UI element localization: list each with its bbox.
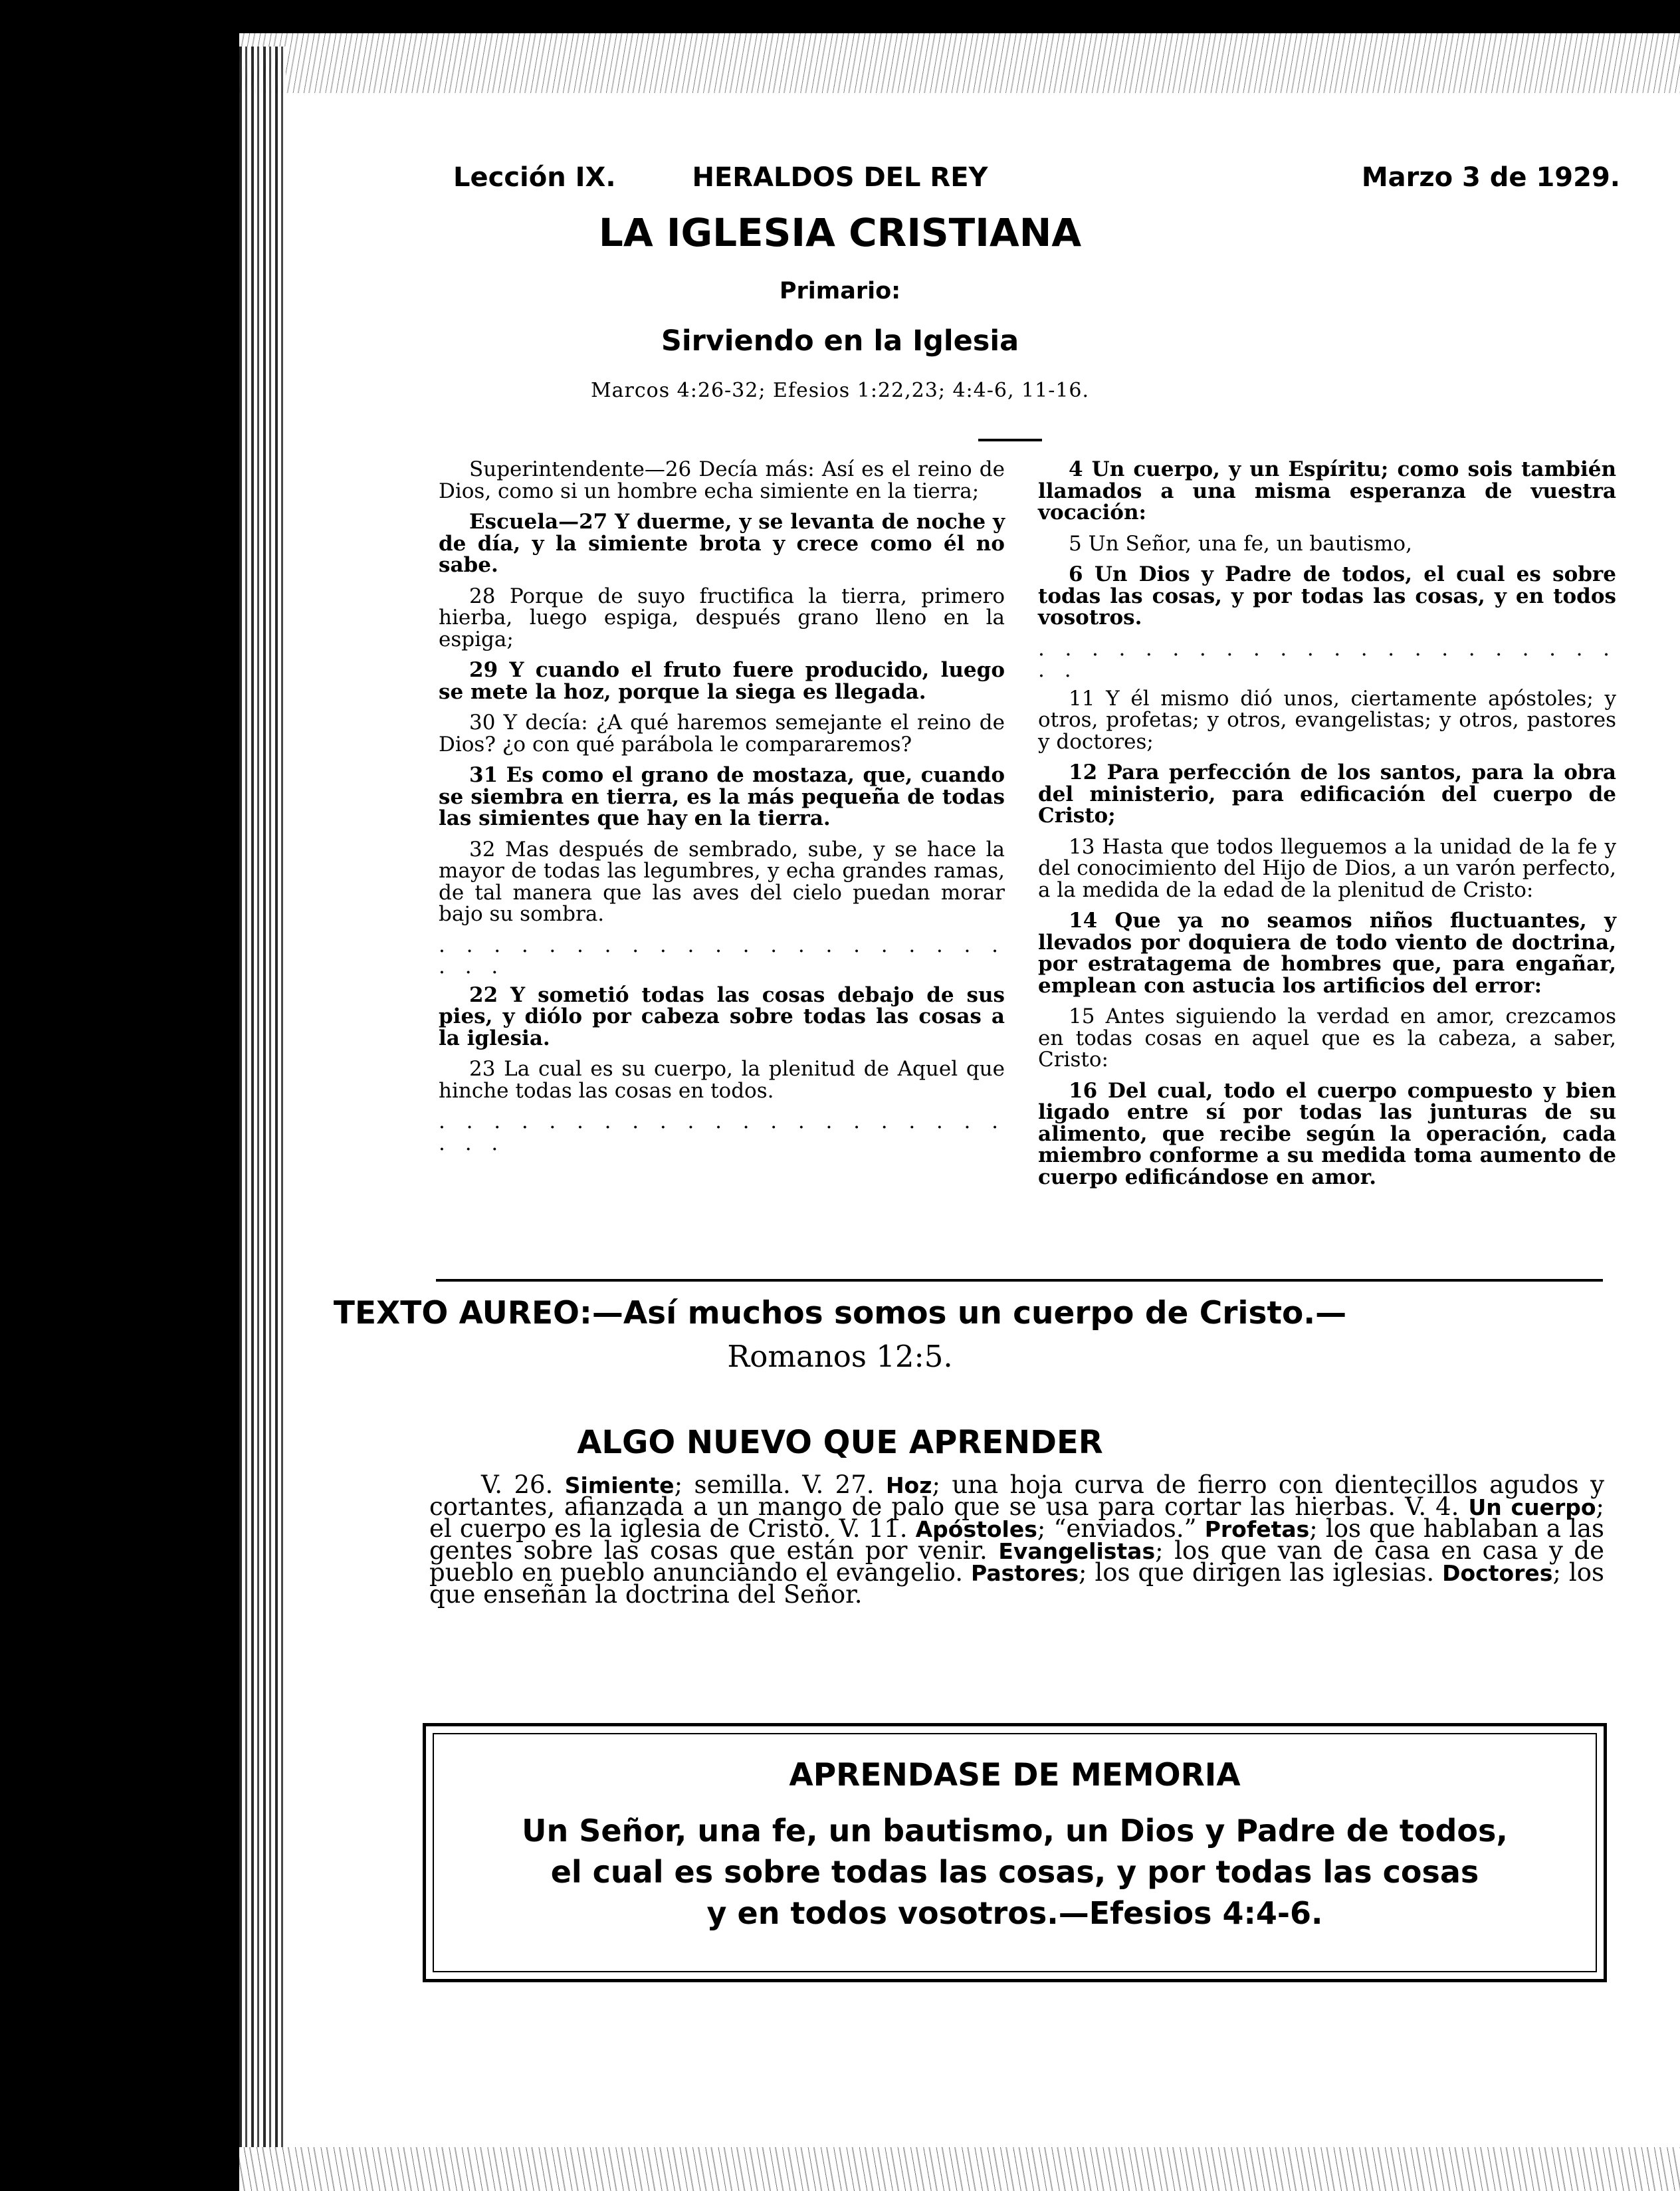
- verse: Escuela—27 Y duerme, y se levanta de noche y de día, y la simiente brota y crece como él no sabe.: [439, 510, 1005, 577]
- section-label: Primario:: [779, 278, 901, 304]
- definition-text: ; los que enseñan la doctrina del Señor.: [429, 1558, 1604, 1609]
- verse: 16 Del cual, todo el cuerpo compuesto y bien ligado entre sí por todas las junturas de su alimento, que recibe según la operación, cada miembro conforme a su medida toma aumento de cuerpo edificándose en amor.: [1038, 1078, 1616, 1189]
- memory-line: el cual es sobre todas las cosas, y por todas las cosas: [550, 1854, 1479, 1890]
- verse: 14 Que ya no seamos niños fluctuantes, y llevados por doquiera de todo viento de doctrina, por estratagema de hombres que, para engañar, emplean con astucia los artificios del error:: [1038, 909, 1616, 998]
- verse: 32 Mas después de sembrado, sube, y se hace la mayor de todas las legumbres, y echa grandes ramas, de tal manera que las aves del cielo puedan morar bajo su sombra.: [439, 837, 1005, 926]
- verse: 29 Y cuando el fruto fuere producido, luego se mete la hoz, porque la siega es llegada.: [439, 658, 1005, 704]
- lesson-date: Marzo 3 de 1929.: [1361, 162, 1620, 193]
- defined-term: Simiente: [564, 1472, 675, 1498]
- definition-text: ; semilla. V. 27.: [674, 1470, 886, 1499]
- title-divider: [978, 439, 1042, 441]
- publication-name: HERALDOS DEL REY: [692, 162, 988, 193]
- verse: 13 Hasta que todos lleguemos a la unidad de la fe y del conocimiento del Hijo de Dios, a un varón perfecto, a la medida de la edad de la plenitud de Cristo:: [1038, 834, 1616, 902]
- new-learning-title: ALGO NUEVO QUE APRENDER: [577, 1424, 1103, 1461]
- defined-term: Hoz: [885, 1472, 932, 1498]
- golden-text-reference: Romanos 12:5.: [727, 1339, 953, 1374]
- verse: 12 Para perfección de los santos, para la obra del ministerio, para edificación del cuerpo de Cristo;: [1038, 760, 1616, 828]
- ellipsis-separator: . . . . . . . . . . . . . . . . . . . . . . . .: [439, 933, 1005, 979]
- binding-edge: [239, 47, 286, 2191]
- memory-line: Un Señor, una fe, un bautismo, un Dios y Padre de todos,: [522, 1813, 1508, 1849]
- defined-term: Apóstoles: [915, 1516, 1037, 1542]
- reading-right-column: [1038, 459, 1616, 1197]
- ellipsis-separator: . . . . . . . . . . . . . . . . . . . . . . . .: [1038, 636, 1616, 682]
- defined-term: Profetas: [1204, 1516, 1310, 1542]
- verse: 4 Un cuerpo, y un Espíritu; como sois también llamados a una misma esperanza de vuestra vocación:: [1038, 457, 1616, 524]
- scan-noise-top: [239, 33, 1680, 93]
- memory-title: APRENDASE DE MEMORIA: [789, 1757, 1241, 1793]
- golden-text-verse: —Así muchos somos un cuerpo de Cristo.—: [591, 1295, 1347, 1331]
- verse: 28 Porque de suyo fructifica la tierra, primero hierba, luego espiga, después grano lleno en la espiga;: [439, 584, 1005, 651]
- verse: 15 Antes siguiendo la verdad en amor, crezcamos en todas cosas en aquel que es la cabeza, a saber, Cristo:: [1038, 1004, 1616, 1072]
- memory-box: [423, 1723, 1607, 1982]
- reading-left-column: [439, 459, 1005, 1161]
- subtitle: Sirviendo en la Iglesia: [661, 324, 1019, 358]
- definition-text: ; los que dirigen las iglesias.: [1079, 1558, 1443, 1587]
- verse: 5 Un Señor, una fe, un bautismo,: [1069, 531, 1412, 556]
- golden-text-label: TEXTO AUREO:: [333, 1295, 592, 1331]
- golden-text: [0, 1295, 1680, 1331]
- verse: 22 Y sometió todas las cosas debajo de sus pies, y diólo por cabeza sobre todas las cosas a la iglesia.: [439, 982, 1005, 1050]
- scripture-references: Marcos 4:26-32; Efesios 1:22,23; 4:4-6, 11-16.: [590, 379, 1090, 402]
- verse: 23 La cual es su cuerpo, la plenitud de Aquel que hinche todas las cosas en todos.: [439, 1057, 1005, 1103]
- lesson-number: Lección IX.: [453, 162, 616, 193]
- defined-term: Doctores: [1442, 1560, 1553, 1586]
- defined-term: Pastores: [971, 1560, 1079, 1586]
- memory-line: y en todos vosotros.—Efesios 4:4-6.: [706, 1895, 1323, 1931]
- new-learning-paragraph: [429, 1470, 1604, 1609]
- section-divider: [436, 1279, 1603, 1282]
- scan-noise-bottom: [239, 2147, 1680, 2191]
- page-title: LA IGLESIA CRISTIANA: [598, 210, 1082, 255]
- verse: 31 Es como el grano de mostaza, que, cuando se siembra en tierra, es la más pequeña de todas las simientes que hay en la tierra.: [439, 763, 1005, 830]
- definition-text: ; los que van de casa en casa y de pueblo en pueblo anunciando el evangelio.: [429, 1536, 1604, 1587]
- definition-text: ; los que hablaban a las gentes sobre las cosas que están por venir.: [429, 1514, 1604, 1565]
- verse: 30 Y decía: ¿A qué haremos semejante el reino de Dios? ¿o con qué parábola le compararemos?: [439, 711, 1005, 756]
- ellipsis-separator: . . . . . . . . . . . . . . . . . . . . . . . .: [439, 1109, 1005, 1155]
- definition-text: ; el cuerpo es la iglesia de Cristo. V. 11.: [429, 1492, 1604, 1543]
- new-learning-body: [429, 1470, 1604, 1609]
- definition-text: ; “enviados.”: [1037, 1514, 1205, 1543]
- defined-term: Evangelistas: [998, 1538, 1156, 1564]
- definition-text: ; una hoja curva de fierro con dientecillos agudos y cortantes, afianzada a un mango de palo que se usa para cortar las hierbas. V. 4.: [429, 1470, 1604, 1521]
- definition-text: V. 26.: [481, 1470, 565, 1499]
- verse: Superintendente—26 Decía más: Así es el reino de Dios, como si un hombre echa simiente en la tierra;: [439, 457, 1005, 503]
- memory-verse: [426, 1810, 1604, 1934]
- defined-term: Un cuerpo: [1468, 1494, 1596, 1520]
- verse: 11 Y él mismo dió unos, ciertamente apóstoles; y otros, profetas; y otros, evangelistas; y otros, pastores y doctores;: [1038, 686, 1616, 754]
- verse: 6 Un Dios y Padre de todos, el cual es sobre todas las cosas, y por todas las cosas, y en todos vosotros.: [1038, 562, 1616, 630]
